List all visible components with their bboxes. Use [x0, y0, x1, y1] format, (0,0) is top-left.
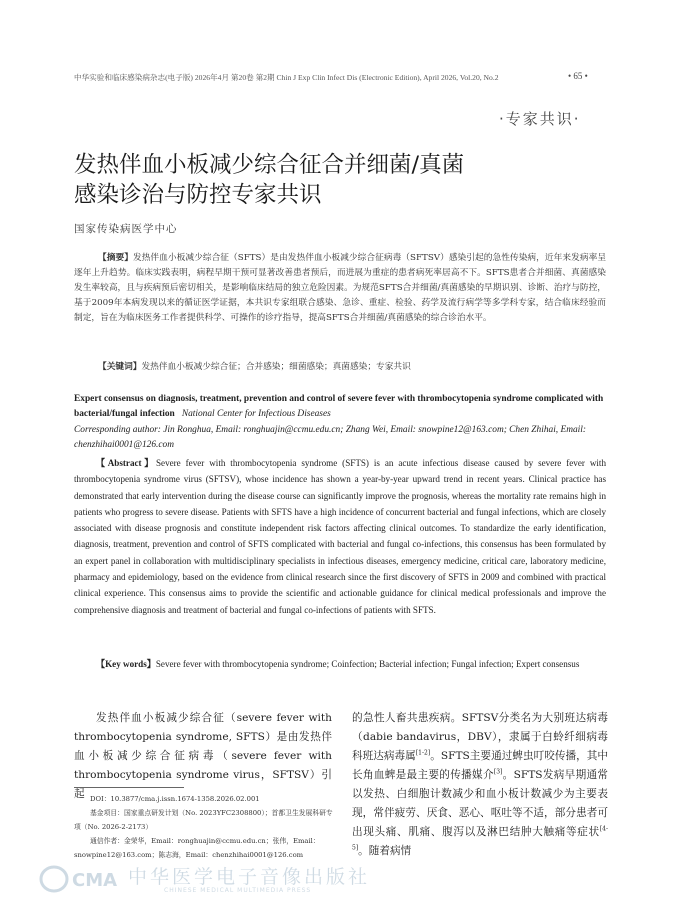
body-text-right — [352, 709, 608, 861]
running-header: 中华实验和临床感染病杂志(电子版) 2026年4月 第20卷 第2期 Chin J Exp Clin Infect Dis (Electronic Edition), April 2026, Vol.20, No.2 — [74, 73, 499, 82]
svg-text:CMA: CMA — [72, 870, 118, 891]
citation-2[interactable]: [3] — [493, 768, 503, 776]
body-right-part-a: 的急性人畜共患疾病。SFTSV分类名为大别班达病毒（dabie bandavirus，DBV），隶属于白蛉纤细病毒科班达病毒属 — [352, 712, 608, 762]
author-cn: 国家传染病医学中心 — [74, 223, 178, 235]
english-keywords — [74, 656, 606, 672]
footnote-funding: 基金项目：国家重点研发计划（No. 2023YFC2308800）；首都卫生发展科研专项（No. 2026-2-2173） — [74, 809, 333, 831]
keywords-cn — [74, 360, 606, 375]
english-keywords-text: Severe fever with thrombocytopenia syndrome; Coinfection; Bacterial infection; Fungal infection; Expert consensus — [155, 659, 580, 669]
title-line-2: 感染诊治与防控专家共识 — [74, 182, 322, 208]
abstract-cn — [74, 251, 606, 326]
body-text-left: 发热伴血小板减少综合征（severe fever with thrombocytopenia syndrome, SFTS）是由发热伴血小板减少综合征病毒（severe fever with thrombocytopenia syndrome virus，SFTSV）引起 — [74, 712, 332, 800]
english-abstract-text: Severe fever with thrombocytopenia syndrome (SFTS) is an acute infectious disease caused by severe fever with thrombocytopenia syndrome virus (SFTSV), whose incidence has shown a year-by-year upward trend in recent years. Clinical practice has demonstrated that early intervention during the disease course can significantly improve the prognosis, whereas the mortality rate remains high in patients who progress to severe disease. Patients with SFTS have a high incidence of concurrent bacterial and fungal infections, which are closely associated with disease prognosis and constitute independent risk factors affecting clinical outcomes. To standardize the early identification, diagnosis, treatment, prevention and control of SFTS complicated with bacterial and fungal co-infections, this consensus has been formulated by an expert panel in collaboration with multidisciplinary specialists in infectious diseases, emergency medicine, critical care, laboratory medicine, pharmacy and epidemiology, based on the evidence from clinical research since the first discovery of SFTS in 2009 and combined with practical clinical experience. This consensus aims to provide the scientific and actionable guidance for clinical medical professionals and improve the comprehensive diagnosis and treatment of bacterial and fungal co-infections of patients with SFTS. — [74, 458, 606, 615]
citation-3[interactable]: [4-5] — [352, 825, 608, 852]
keywords-cn-label: 【关键词】 — [98, 362, 142, 372]
title-line-1: 发热伴血小板减少综合征合并细菌/真菌 — [74, 152, 465, 178]
body-right-part-d: 。随着病情 — [358, 845, 412, 857]
body-right-part-b: 。SFTS主要通过蜱虫叮咬传播，其中长角血蜱是最主要的传播媒介 — [352, 750, 609, 781]
citation-1[interactable]: [1-2] — [415, 749, 431, 757]
footnote-corresponding: 通信作者：金荣华，Email：ronghuajin@ccmu.edu.cn；张伟，Email：snowpine12@163.com；陈志海，Email：chenzhihai0001@126.com — [74, 837, 320, 859]
footnote-divider — [74, 787, 184, 788]
english-institution: National Center for Infectious Diseases — [181, 409, 331, 420]
watermark-cn: 中华医学电子音像出版社 — [128, 866, 371, 888]
english-keywords-label: 【Key words】 — [96, 659, 156, 669]
english-corresponding: Corresponding author: Jin Ronghua, Email: ronghuajin@ccmu.edu.cn; Zhang Wei, Email: snowpine12@163.com; Chen Zhihai, Email: chenzhihai0001@126.com — [74, 424, 586, 451]
publisher-watermark — [38, 862, 418, 898]
watermark-en: CHINESE MEDICAL MULTIMEDIA PRESS — [164, 887, 312, 894]
body-right-part-c: 。SFTS发病早期通常以发热、白细胞计数减少和血小板计数减少为主要表现，常伴疲劳、厌食、恶心、呕吐等不适，部分患者可出现头痛、肌痛、腹泻以及淋巴结肿大触痛等症状 — [352, 769, 608, 838]
english-abstract-label: 【Abstract】 — [96, 458, 156, 468]
cma-logo-icon — [38, 864, 122, 894]
abstract-cn-text: 发热伴血小板减少综合征（SFTS）是由发热伴血小板减少综合征病毒（SFTSV）感染引起的急性传染病，近年来发病率呈逐年上升趋势。临床实践表明，病程早期干预可显著改善患者预后，而进展为重症的患者病死率居高不下。SFTS患者合并细菌、真菌感染发生率较高，且与疾病预后密切相关，是影响临床结局的独立危险因素。为规范SFTS合并细菌/真菌感染的早期识别、诊断、治疗与防控，基于2009年本病发现以来的循证医学证据，本共识专家组联合感染、急诊、重症、检验、药学及流行病学等多学科专家，结合临床经验而制定，旨在为临床医务工作者提供科学、可操作的诊疗指导，提高SFTS合并细菌/真菌感染的综合诊治水平。 — [74, 253, 607, 324]
english-title-block — [74, 392, 606, 454]
english-title: Expert consensus on diagnosis, treatment, prevention and control of severe fever with thrombocytopenia syndrome complicated with bacterial/fungal infection — [74, 394, 604, 420]
english-abstract — [74, 455, 606, 618]
footnotes — [74, 792, 336, 862]
article-title — [74, 150, 614, 210]
footnote-doi: DOI：10.3877/cma.j.issn.1674-1358.2026.02.001 — [90, 795, 260, 803]
column-label: ·专家共识· — [499, 110, 581, 128]
abstract-cn-label: 【摘要】 — [98, 253, 133, 263]
keywords-cn-text: 发热伴血小板减少综合征；合并感染；细菌感染；真菌感染；专家共识 — [141, 362, 411, 372]
page-number: • 65 • — [568, 71, 588, 81]
